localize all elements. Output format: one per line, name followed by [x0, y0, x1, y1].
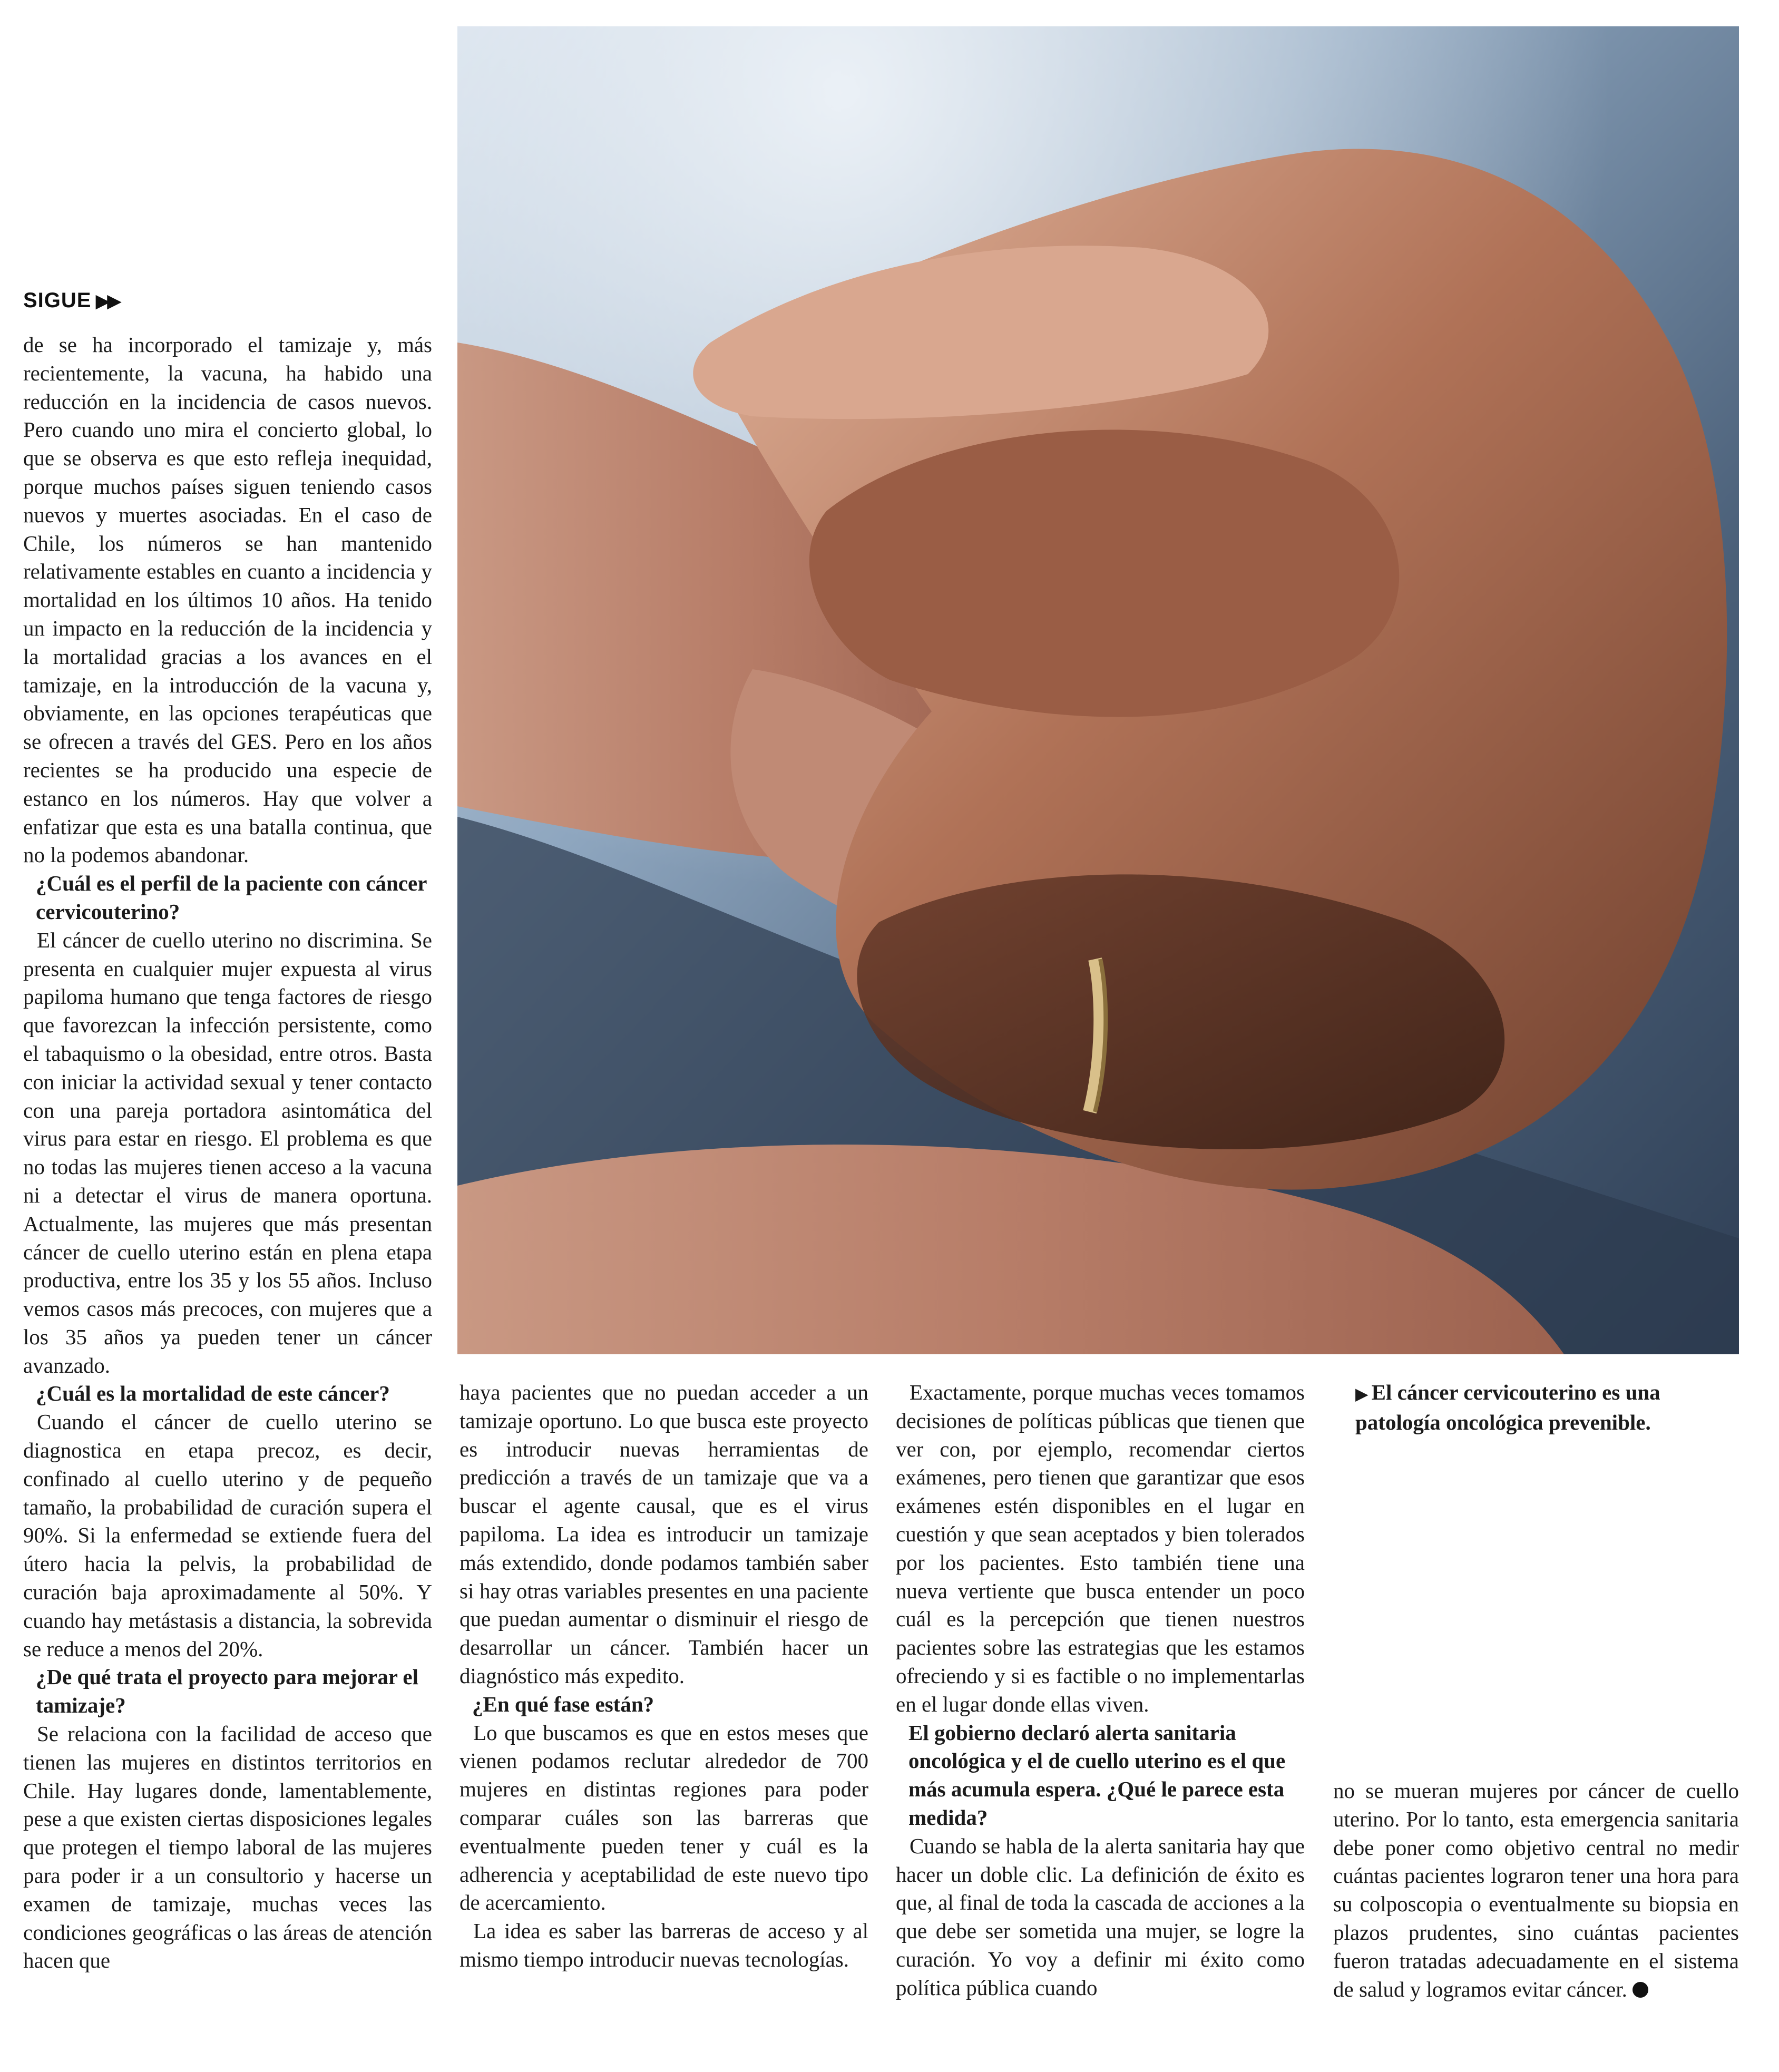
continued-marker [23, 289, 119, 312]
interview-question: ¿De qué trata el proyecto para mejorar el tamizaje? [36, 1665, 419, 1718]
hands-holding-icon [457, 26, 1739, 1354]
photo-caption [1355, 1379, 1739, 1437]
paragraph [1333, 1777, 1739, 2003]
triangle-right-icon: ▶ [1355, 1384, 1369, 1404]
interview-question: ¿Cuál es la mortalidad de este cáncer? [36, 1381, 390, 1406]
end-dot-icon [1633, 1982, 1648, 1998]
article-column-1 [23, 331, 432, 1975]
paragraph: de se ha incorporado el tamizaje y, más recientemente, la vacuna, ha habido una reducción en la incidencia de casos nuevos. Pero cuando uno mira el concierto global, lo que se observa es que esto refleja inequidad, porque muchos países siguen teniendo casos nuevos y muertes asociadas. En el caso de Chile, los números se han mantenido relativamente estables en cuanto a incidencia y mortalidad en los últimos 10 años. Ha tenido un impacto en la reducción de la incidencia y la mortalidad gracias a los avances en el tamizaje, en la introducción de la vacuna y, obviamente, en las opciones terapéuticas que se ofrecen a través del GES. Pero en los años recientes se ha producido una especie de estanco en los números. Hay que volver a enfatizar que esta es una batalla continua, que no la podemos abandonar. [23, 333, 432, 867]
caption-text: El cáncer cervicouterino es una patología oncológica prevenible. [1355, 1380, 1660, 1434]
interview-question: ¿En qué fase están? [472, 1692, 654, 1716]
closing-paragraph-text: no se mueran mujeres por cáncer de cuello uterino. Por lo tanto, esta emergencia sanitaria debe poner como objetivo central no medir cuántas pacientes lograron tener una hora para su colposcopia o eventualmente su biopsia en plazos prudentes, sino cuántas pacientes fueron tratadas adecuadamente en el sistema de salud y logramos evitar cáncer. [1333, 1778, 1739, 2001]
paragraph: Cuando se habla de la alerta sanitaria hay que hacer un doble clic. La definición de éxito es que, al final de toda la cascada de acciones a la que debe ser sometida una mujer, se logre la curación. Yo voy a definir mi éxito como política pública cuando [896, 1833, 1305, 2000]
double-arrow-right-icon: ▶▶ [95, 290, 119, 311]
continued-label: SIGUE [23, 289, 92, 312]
paragraph: Se relaciona con la facilidad de acceso que tienen las mujeres en distintos territorios en Chile. Hay lugares donde, lamentablemente, pese a que existen ciertas disposiciones legales que protegen el tiempo laboral de las mujeres para poder ir a un consultorio y hacerse un examen de tamizaje, muchas veces las condiciones geográficas o las áreas de atención hacen que [23, 1722, 432, 1973]
paragraph: El cáncer de cuello uterino no discrimina. Se presenta en cualquier mujer expuesta al virus papiloma humano que tenga factores de riesgo que favorezcan la infección persistente, como el tabaquismo o la obesidad, entre otros. Basta con iniciar la actividad sexual y tener contacto con una pareja portadora asintomática del virus para estar en riesgo. El problema es que no todas las mujeres tienen acceso a la vacuna ni a detectar el virus de manera oportuna. Actualmente, las mujeres que más presentan cáncer de cuello uterino están en plena etapa productiva, entre los 35 y los 55 años. Incluso vemos casos más precoces, con mujeres que a los 35 años ya pueden tener un cáncer avanzado. [23, 927, 432, 1377]
article-column-2 [460, 1379, 868, 1974]
article-column-4 [1333, 1777, 1739, 2003]
interview-question: ¿Cuál es el perfil de la paciente con cáncer cervicouterino? [36, 871, 427, 924]
paragraph: La idea es saber las barreras de acceso y al mismo tiempo introducir nuevas tecnologías. [460, 1919, 868, 1971]
paragraph: Cuando el cáncer de cuello uterino se diagnostica en etapa precoz, es decir, confinado al cuello uterino y de pequeño tamaño, la probabilidad de curación supera el 90%. Si la enfermedad se extiende fuera del útero hacia la pelvis, la probabilidad de curación baja aproximadamente al 50%. Y cuando hay metástasis a distancia, la sobrevida se reduce a menos del 20%. [23, 1410, 432, 1661]
paragraph: haya pacientes que no puedan acceder a un tamizaje oportuno. Lo que busca este proyecto es introducir nuevas herramientas de predicción a través de un tamizaje que va a buscar el agente causal, que es el virus papiloma. La idea es introducir un tamizaje más extendido, donde podamos también saber si hay otras variables presentes en una paciente que puedan aumentar o disminuir el riesgo de desarrollar un cáncer. También hacer un diagnóstico más expedito. [460, 1380, 868, 1688]
paragraph: Lo que buscamos es que en estos meses que vienen podamos reclutar alrededor de 700 mujeres en distintas regiones para poder comparar cuáles son las barreras que eventualmente pueden tener y cuál es la adherencia y aceptabilidad de este nuevo tipo de acercamiento. [460, 1720, 868, 1915]
paragraph: Exactamente, porque muchas veces tomamos decisiones de políticas públicas que tienen que ver con, por ejemplo, recomendar ciertos exámenes, pero tienen que garantizar que esos exámenes estén disponibles en el lugar en cuestión y que sean aceptados y bien tolerados por los pacientes. Esto también tiene una nueva vertiente que busca entender un poco cuál es la percepción que tienen nuestros pacientes sobre las estrategias que les estamos ofreciendo y si es factible o no implementarlas en el lugar donde ellas viven. [896, 1380, 1305, 1716]
article-photo [457, 26, 1739, 1354]
interview-question: El gobierno declaró alerta sanitaria oncológica y el de cuello uterino es el que más acumula espera. ¿Qué le parece esta medida? [908, 1720, 1286, 1830]
article-column-3 [896, 1379, 1305, 2002]
